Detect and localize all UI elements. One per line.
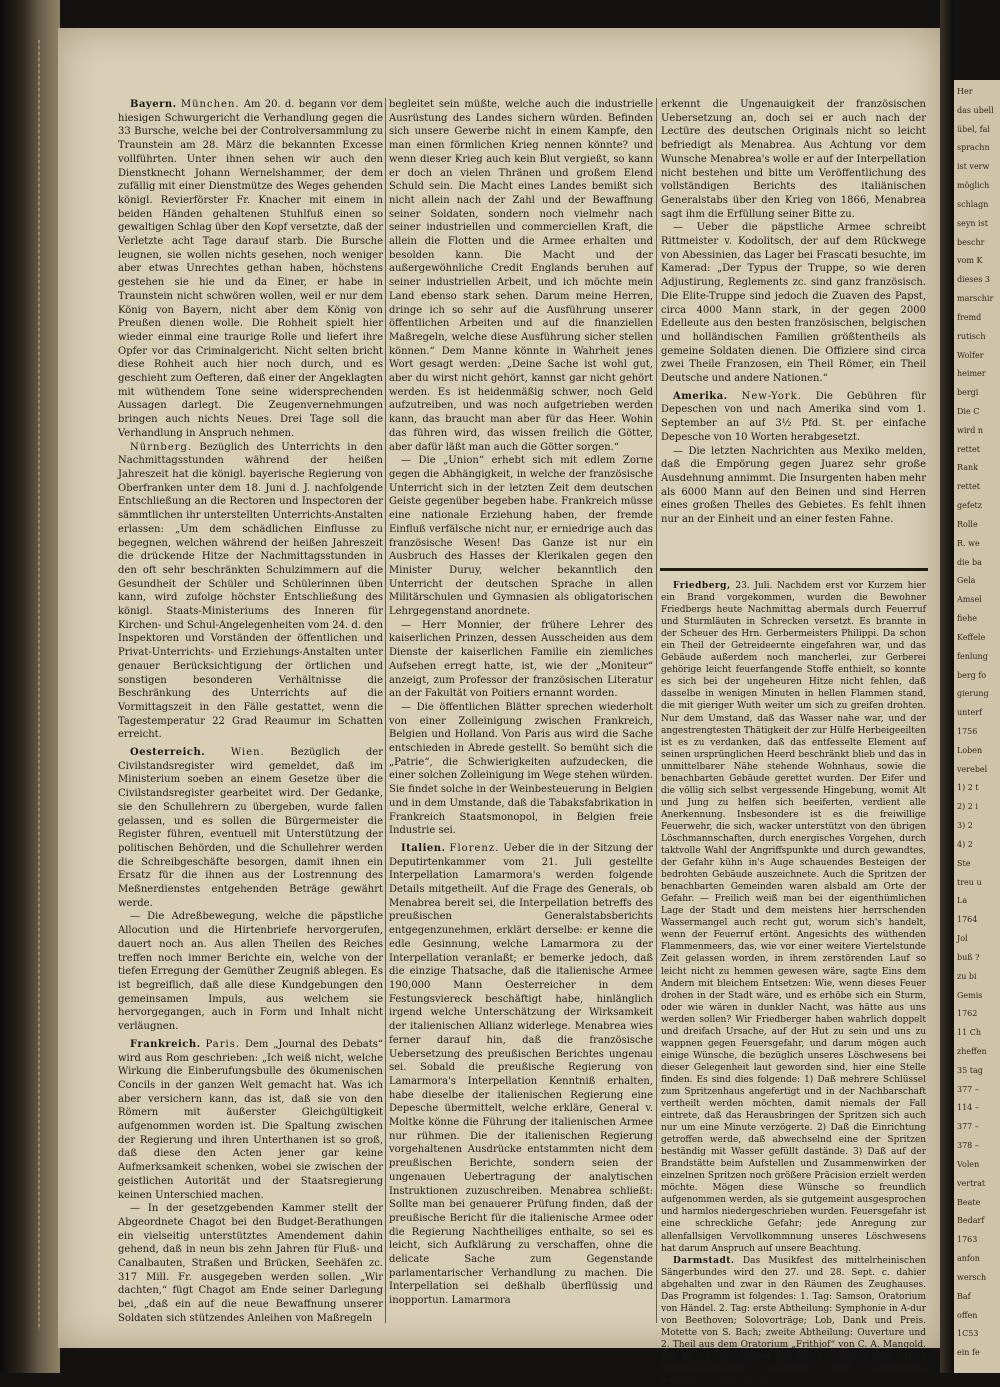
dateline-nuernberg: Nürnberg. <box>130 441 193 453</box>
next-page-fragment: vom K <box>957 256 983 265</box>
next-page-fragment: fenlung <box>957 652 988 661</box>
article-paragraph: — Herr Monnier, der frühere Lehrer des kaiserlichen Prinzen, dessen Ausscheiden aus dem Dienste der kaiserlichen Familie ein ziemliches Aufsehen erregt hatte, ist, wie der „Moniteur“ anzeigt, zum Professor der französischen Literatur an der Fakultät von Poitiers ernannt worden. <box>389 619 653 700</box>
next-page-fragment: marschir <box>957 294 994 303</box>
book-binding-edge <box>0 0 60 1373</box>
article-paragraph: — Die öffentlichen Blätter sprechen wiederholt von einer Zolleinigung zwischen Frankreich, Belgien und Holland. Von Paris aus wird die Sache entschieden in Abrede gestellt. So bemüht sich die „Patrie“, die Schwierigkeiten aufzudecken, die einer solchen Zolleinigung im Wege stehen würden. Sie findet solche in der Weinbesteuerung in Belgien und in dem Umstande, daß die Tabaksfabrikation in Frankreich Staatsmonopol, in Belgien freie Industrie sei. <box>389 701 653 837</box>
next-page-fragment: vertrat <box>957 1179 986 1188</box>
article-paragraph: — Die Adreßbewegung, welche die päpstliche Allocution und die Hirtenbriefe hervorgerufen, dauert noch an. Aus allen Theilen des Reiches treffen noch immer Berichte ein, welche von der tiefen Erregung der Gemüther Zeugniß ablegen. Es ist begreiflich, daß alle diese Kundgebungen den gemeinsamen Impuls, aus welchem sie hervorgegangen, auch in Form und Inhalt nicht verläugnen. <box>118 911 383 1033</box>
next-page-fragment: Loben <box>957 746 983 755</box>
article-nuernberg <box>118 441 383 742</box>
article-amerika <box>661 390 926 445</box>
next-page-fragment: Volen <box>957 1160 980 1169</box>
next-page-fragment: 378 – <box>957 1141 979 1150</box>
dateline-new-york: New-York. <box>741 390 802 402</box>
next-page-fragment: 377 – <box>957 1085 979 1094</box>
article-paragraph: — Die „Union“ erhebt sich mit edlem Zorne gegen die Abhängigkeit, in welche der französische Unterricht sich in der letzten Zeit dem deutschen Geiste gegenüber begeben habe. Frankreich müsse eine nationale Erziehung haben, der fremde Einfluß verfälsche nicht nur, er erniedrige auch das französische Wesen! Das Ganze ist nur ein Ausbruch des Hasses der Klerikalen gegen den Minister Duruy, welcher bekanntlich den Unterricht der deutschen Sprache in allen Militärschulen und Gymnasien als obligatorischen Lehrgegenstand anordnete. <box>389 455 653 618</box>
next-page-fragment: ist verw <box>957 162 990 171</box>
next-page-fragment: 1C53 <box>957 1329 979 1338</box>
next-page-fragment: seyn ist <box>957 219 988 228</box>
next-page-fragment: Gela <box>957 576 976 585</box>
next-page-fragment: Keffele <box>957 633 986 642</box>
dateline-wien: Wien. <box>230 747 265 759</box>
next-page-fragment: 1756 <box>957 727 978 736</box>
dateline-florenz: Florenz. <box>449 842 500 854</box>
next-page-fragment: 4) 2 <box>957 840 973 849</box>
column-1 <box>118 98 383 1323</box>
next-page-fragment: unterf <box>957 708 983 717</box>
next-page-fragment: 11 Ch <box>957 1028 981 1037</box>
next-page-fragment: wersch <box>957 1273 987 1282</box>
next-page-fragment: gefetz <box>957 501 982 510</box>
dateline-paris: Paris. <box>205 1038 241 1050</box>
article-text: Bezüglich des Unterrichts in den Nachmittagsstunden während der heißen Jahreszeit hat die königl. bayerische Regierung von Oberfranken unter dem 18. Juni d. J. nachfolgende Entschließung an die Rectoren und Inspectoren der sämmtlichen ihr unterstellten Unterrichts-Anstalten erlassen: „Um dem schädlichen Einflusse zu begegnen, welchen während der heißen Jahreszeit die drückende Hitze der Nachmittagsstunden in den oft sehr beschränkten Schulzimmern auf die Gesundheit der Schüler und Schülerinnen üben kann, wird zufolge höchster Entschließung des königl. Staats-Ministeriums des Inneren für Kirchen- und Schul-Angelegenheiten vom 24. d. den Inspektoren und Vorständen der öffentlichen und Privat-Unterrichts- und Erziehungs-Anstalten unter genauer Berücksichtigung der örtlichen und sonstigen besonderen Verhältnisse die Beschränkung des Unterrichts auf die Vormittagszeit in den Fälle gestattet, wenn die Tagestemperatur 22 Grad Reaumur im Schatten erreicht. <box>118 441 383 741</box>
article-paragraph: — In der gesetzgebenden Kammer stellt der Abgeordnete Chagot bei den Budget-Berathungen ein vielseitig unterstütztes Amendement dahin gehend, daß in neun bis zehn Jahren für Fluß- und Canalbauten, Straßen und Brücken, Seehäfen zc. 317 Mill. Fr. ausgegeben werden sollen. „Wir dachten,“ fügt Chagot am Ende seiner Darlegung bei, „daß ein auf die neue Bewaffnung unserer Soldaten sich stützendes Anleihen von Maßregeln <box>118 1203 383 1324</box>
next-page-fragment: bergi <box>957 388 979 397</box>
next-page-fragment: dieses 3 <box>957 275 990 284</box>
next-page-fragment: offen <box>957 1311 978 1320</box>
article-text: Die Gebühren für Depeschen von und nach Amerika sind vom 1. September an auf 3½ Pfd. St. per einfache Depesche von 10 Worten herabgesetzt. <box>661 390 926 443</box>
article-text: Am 20. d. begann vor dem hiesigen Schwurgericht die Verhandlung gegen die 33 Bursche, welche bei der Controlversammlung zu Traunstein am 28. März die bekannten Excesse vollführten. Unter ihnen sehen wir auch den Dienstknecht Johann Wernelshammer, der dem zufällig mit einer Dienstmütze des Weges gehenden königl. Revierförster Fr. Knacher mit einem in beiden Händen gehaltenen Stuhlfuß einen so gewaltigen Schlag über den Kopf versetzte, daß der Verletzte acht Tage darauf starb. Die Bursche leugnen, sie wollen nichts gesehen, noch weniger aber etwas Unrechtes gethan haben, höchstens gestehen sie hie und da Einer, er habe in Traunstein nicht schwören wollen, weil er nur dem König von Bayern, nicht aber dem König von Preußen dienen wolle. Die Rohheit spielt hier wieder einmal eine traurige Rolle und liefert ihre Opfer vor das Criminalgericht. Nicht selten bricht diese Rohheit auch hier noch durch, und es geschieht zum Oefteren, daß einer der Angeklagten mit wüthendem Tone seine widersprechenden Aussagen darlegt. Die Zeugenvernehmungen bringen auch nichts Neues. Drei Tage soll die Verhandlung in Anspruch nehmen. <box>118 99 384 439</box>
next-page-fragment: Amsel <box>957 595 982 604</box>
section-heading-amerika: Amerika. <box>673 390 728 402</box>
next-page-fragment: Baf <box>957 1292 971 1301</box>
article-italien <box>389 842 653 1308</box>
next-page-fragment: Ste <box>957 859 971 868</box>
next-page-fragment: das ubell <box>957 106 994 115</box>
next-page-fragment: fiehe <box>957 614 977 623</box>
column-3 <box>661 98 926 564</box>
article-paragraph: — Die letzten Nachrichten aus Mexiko melden, daß die Empörung gegen Juarez sehr große Ausdehnung annimmt. Die Insurgenten haben mehr als 6000 Mann auf den Beinen und sind Herren eines großen Theiles des Gebietes. Es fehlt ihnen nur an der Einheit und an einer festen Fahne. <box>661 445 926 526</box>
article-paragraph: erkennt die Ungenauigkeit der französischen Uebersetzung an, doch sei er auch nach der Lectüre des deutschen Originals nicht so leicht befriedigt als Menabrea. Aus Achtung vor dem Wunsche Menabrea's wolle er auf der Interpellation nicht bestehen und bitte um Veröffentlichung des vollständigen Berichts des italiänischen Generalstabs über den Krieg von 1866, Menabrea sagt ihm die Erfüllung seiner Bitte zu. <box>661 99 926 220</box>
next-page-fragment: La <box>957 896 968 905</box>
next-page-fragment: Die C <box>957 407 980 416</box>
next-page-fragment: Gemis <box>957 991 983 1000</box>
next-page-fragment: die ba <box>957 558 982 567</box>
article-darmstadt <box>661 1255 926 1387</box>
next-page-fragment: 35 tag <box>957 1066 983 1075</box>
dateline-friedberg: Friedberg, <box>673 581 731 591</box>
next-page-fragment: 1762 <box>957 1009 978 1018</box>
next-page-fragment: möglich <box>957 181 990 190</box>
next-page-fragment: heimer <box>957 369 986 378</box>
section-heading-oesterreich: Oesterreich. <box>130 747 206 759</box>
next-page-fragment: Beate <box>957 1198 981 1207</box>
next-page-fragment: wird n <box>957 426 984 435</box>
column-2 <box>389 98 653 1323</box>
article-friedberg <box>661 580 926 1255</box>
next-page-fragment: berg fo <box>957 671 987 680</box>
next-page-fragment: verebel <box>957 765 988 774</box>
article-text: Ueber die in der Sitzung der Deputirtenkammer vom 21. Juli gestellte Interpellation Lamarmora's werden folgende Details mitgetheilt. Auf die Frage des Generals, ob Menabrea bereit sei, die Interpellation betreffs des preußischen Generalstabsberichts entgegenzunehmen, erklärt derselbe: er kenne die edle Gesinnung, welche Lamarmora zu der Interpellation veranlaßt; er bemerke jedoch, daß die einzige Thatsache, daß die italienische Armee 190,000 Mann Oesterreicher in dem Festungsviereck beschäftigt habe, hinlänglich irgend welche Unterschätzung der Wirksamkeit der italienischen Allianz widerlege. Menabrea wies ferner darauf hin, daß die französische Uebersetzung des preußischen Berichtes ungenau sei. Sobald die preußische Regierung von Lamarmora's Interpellation Kenntniß erhalten, habe dieselbe der italienischen Regierung eine Depesche übermittelt, welche erkläre, General v. Moltke könne die Führung der italienischen Armee nur rühmen. Die der italienischen Regierung vorgehaltenen Ausdrücke entstammten nicht dem preußischen Berichte, sondern seien der ungenauen Uebertragung der analytischen Instruktionen zuzuschreiben. Menabrea schließt: Sollte man bei genauerer Prüfung finden, daß der preußische Bericht für die italienische Armee oder die Regierung Nachtheiliges enthalte, so sei es leicht, sich Aufklärung zu verschaffen, ohne die delicate Sache zum Gegenstande parlamentarischer Verhandlung zu machen. Die Interpellation sei deßhalb überflüssig und inopportun. Lamarmora <box>389 842 653 1307</box>
dateline-darmstadt: Darmstadt. <box>673 1255 735 1266</box>
next-page-fragment: Rank <box>957 463 978 472</box>
next-page-fragment: 3) 2 <box>957 821 973 830</box>
next-page-fragment: 1) 2 t <box>957 783 979 792</box>
next-page-fragment: gierung <box>957 689 989 698</box>
next-page-fragment: Bedarf <box>957 1216 985 1225</box>
article-paragraph: begleitet sein müßte, welche auch die industrielle Ausrüstung des Landes sichern würden. Befinden sich unsere Gewerbe nicht in einem Kampfe, den man einen förmlichen Krieg nennen könnte? und wenn dieser Krieg auch kein Blut vergießt, so kann er doch an vielen Thränen und großem Elend Schuld sein. Die Macht eines Landes bemißt sich nicht allein nach der Zahl und der Bewaffnung seiner Soldaten, sondern noch vielmehr nach seiner industriellen und commerciellen Kraft, die allein die Flotten und die Armee erhalten und besolden kann. Die Macht und der außergewöhnliche Credit Englands beruhen auf seiner industriellen Arbeit, und ich möchte mein Land ebenso stark sehen. Darum meine Herren, dringe ich so sehr auf die Ausführung unserer öffentlichen Arbeiten und auf die finanziellen Maßregeln, welche diese Ausführung sicher stellen können.“ Dem Manne könnte in Wahrheit jenes Wort gesagt werden: „Deine Sache ist wohl gut, aber du wirst nicht gehört, kannst gar nicht gehört werden. Es ist heidenmäßig schwer, noch Geld aufzutreiben, und was noch aufgetrieben werden kann, das braucht man aber für das Heer. Wohin das führen wird, das wissen freilich die Götter, aber dafür läßt man auch die Götter sorgen.“ <box>389 99 653 453</box>
next-page-fragment: 377 – <box>957 1122 979 1131</box>
local-news <box>661 580 926 1387</box>
section-heading-bayern: Bayern. <box>130 99 177 110</box>
section-heading-italien: Italien. <box>401 842 446 854</box>
section-divider <box>660 568 928 571</box>
column-rule <box>656 98 657 1323</box>
article-text: Dem „Journal des Debats“ wird aus Rom geschrieben: „Ich weiß nicht, welche Wirkung die Einberufungsbulle des ökumenischen Concils in der ganzen Welt gemacht hat. Was ich aber versichern kann, das ist, daß sie von den Römern mit äußerster Gleichgültigkeit aufgenommen worden ist. Die Spaltung zwischen der Regierung und ihren Unterthanen ist so groß, daß diese den Acten jener gar keine Aufmerksamkeit schenken, wobei sie zwischen der geistlichen Autorität und der Staatsregierung keinen Unterschied machen. <box>118 1038 383 1201</box>
next-page-fragment: zu bi <box>957 972 977 981</box>
next-page-fragment: zheffen <box>957 1047 987 1056</box>
next-page-fragment: buß ? <box>957 953 980 962</box>
next-page-fragment: Wolfer <box>957 351 984 360</box>
next-page-fragment: ein fe <box>957 1348 980 1357</box>
next-page-fragment: übel, fal <box>957 125 990 134</box>
dateline-muenchen: München. <box>180 99 240 110</box>
section-heading-frankreich: Frankreich. <box>130 1038 201 1050</box>
dateline-date: 23. Juli. <box>735 581 773 591</box>
next-page-fragment: Rolle <box>957 520 978 529</box>
page-gutter <box>940 0 954 1373</box>
column-rule <box>385 98 386 1323</box>
article-bayern <box>118 98 383 441</box>
next-page-fragment: 1764 <box>957 915 978 924</box>
next-page-fragment: rutisch <box>957 332 986 341</box>
article-text: Das Musikfest des mittelrheinischen Sängerbundes wird den 27. und 28. Sept. c. dahier abgehalten und zwar in den Räumen des Zeughauses. Das Programm ist folgendes: 1. Tag: Samson, Oratorium von Händel. 2. Tag: erste Abtheilung: Symphonie in A-dur von Beethoven; Solovorträge; Lob, Dank und Preis. Motette von S. Bach; zweite Abtheilung: Ouverture und 2. Theil aus dem Oratorium „Frithjof“ von C. A. Mangold. Die Hauptprobe findet am 26. September statt. Herr Hofmusik-Director Mangold wird sämmtliche Aufführungen dirigiren. <box>661 1255 926 1387</box>
article-frankreich <box>118 1038 383 1202</box>
article-text: Bezüglich der Civilstandsregister wird gemeldet, daß im Ministerium soeben an einem Gesetze über die Civilstandsregister gearbeitet wird. Der Gedanke, sie den Schullehrern zu übergeben, wurde fallen gelassen, und es sollen die Bürgermeister die Register führen, eventuell mit Unterstützung der politischen Behörden, und die Schullehrer werden die Schreibgeschäfte besorgen, damit ihnen ein Ersatz für die ihnen aus der Lostrennung des Meßnerdienstes entgehenden Beträge gewährt werde. <box>118 747 383 909</box>
next-page-fragment: beschr <box>957 238 985 247</box>
next-page-fragment: 2) 2 i <box>957 802 978 811</box>
next-page-fragment: fremd <box>957 313 982 322</box>
next-page-fragment: 114 – <box>957 1103 979 1112</box>
next-page-fragment: Jol <box>957 934 968 943</box>
next-page-edge <box>954 80 1000 1373</box>
next-page-fragment: anfon <box>957 1254 980 1263</box>
article-paragraph: — Ueber die päpstliche Armee schreibt Rittmeister v. Kodolitsch, der auf dem Rückwege von Abessinien, das Lager bei Frascati besuchte, im Kamerad: „Der Typus der Truppe, so wie deren Adjustirung, Reglements zc. sind ganz französisch. Die Elite-Truppe sind jedoch die Zuaven des Papst, circa 4000 Mann stark, in der gegen 2000 Edelleute aus den besten französischen, belgischen und holländischen Familien größtentheils als gemeine Soldaten dienen. Die Offiziere sind circa zwei Theile Franzosen, ein Theil Römer, ein Theil Deutsche und andere Nationen.“ <box>661 222 926 385</box>
next-page-fragment: rettet <box>957 482 980 491</box>
article-text: Nachdem erst vor Kurzem hier ein Brand vorgekommen, wurden die Bewohner Friedbergs heute Nachmittag abermals durch Feuerruf und Sturmläuten in Schrecken versetzt. Es brannte in der Scheuer des Hrn. Gerbermeisters Philippi. Da schon ein Theil der Getreideernte eingefahren war, und das Gebäude außerdem noch mancherlei, zur Gerberei gehörige leicht feuerfangende Stoffe enthielt, so konnte es sich bei der ungeheuren Hitze nicht fehlen, daß dasselbe in wenigen Minuten in hellen Flammen stand, die mit gieriger Wuth weiter um sich zu greifen drohten. Nur dem Umstand, daß das Wasser nahe war, und der angestrengtesten Thätigkeit der zur Hülfe Herbeigeeilten ist es zu verdanken, daß das entfesselte Element auf seinen ursprünglichen Heerd beschränkt blieb und das in unmittelbarer Nähe stehende Wohnhaus, sowie die benachbarten Gebäude gerettet wurden. Der Eifer und die völlig sich selbst vergessende Hingebung, womit Alt und Jung zu helfen sich beeiferten, verdient alle Anerkennung. Insbesondere ist es die freiwillige Feuerwehr, die sich, wacker unterstützt von den übrigen Löschmannschaften, durch energisches Vorgehen, durch taktvolle Wahl der Angriffspunkte und durch gewandtes, der Gefahr kühn in's Auge schauendes Besteigen der bedrohten Gebäude auszeichnete. Auch die Spritzen der benachbarten Gemeinden waren alsbald am Orte der Gefahr. — Freilich weiß man bei der eigenthümlichen Lage der Stadt und dem meistens hier herrschenden Wassermangel auch recht gut, worum sich's handelt, wenn der Feuerruf ertönt. Angesichts des wüthenden Flammenmeers, das, wie vor einer weitere Viertelstunde Zeit gelassen worden, in ihrem zerstörenden Lauf so leicht nicht zu hemmen gewesen wäre, sagte Eins dem Andern mit bleichem Entsetzen: Wie, wenn dieses Feuer drohen in der Stadt wäre, und es erhöbe sich ein Sturm, oder wie wären in dunkler Nacht, was hätte aus uns werden sollen? Wir Friedberger haben wahrlich doppelt und dreifach Ursache, auf der Hut zu sein und uns zu wappnen gegen Feuersgefahr, und darum mögen auch einige Wünsche, die bezüglich unseres Löschwesens bei dieser Gelegenheit laut geworden sind, hier eine Stelle finden. Es sind dies folgende: 1) Daß mehrere Schlüssel zum Spritzenhaus angefertigt und in der Nachbarschaft vertheilt werden möchten, damit niemals der Fall eintrete, daß das Herausbringen der Spritzen sich auch nur um eine Minute verzögerte. 2) Daß die Einrichtung getroffen werde, daß abwechselnd eine der Spritzen beständig mit Wasser gefüllt dastände. 3) Daß auf der Brandstätte beim Aufstellen und Zusammenwirken der einzelnen Spritzen noch größere Präcision erzielt werden möchte. Mögen diese Wünsche so freundlich aufgenommen werden, als sie gutgemeint ausgesprochen und harmlos niedergeschrieben wurden. Feuersgefahr ist eine schreckliche Gefahr; jede Anregung zur allenfallsigen Vervollkommnung unseres Löschwesens hat darum Anspruch auf unsere Beachtung. <box>661 581 926 1254</box>
next-page-fragment: Her <box>957 87 973 96</box>
next-page-fragment: schlagn <box>957 200 989 209</box>
next-page-fragment: treu u <box>957 878 982 887</box>
article-oesterreich <box>118 746 383 910</box>
next-page-fragment: rettet <box>957 445 980 454</box>
next-page-fragment: 1763 <box>957 1235 978 1244</box>
next-page-fragment: sprachn <box>957 143 990 152</box>
next-page-fragment: R. we <box>957 539 980 548</box>
